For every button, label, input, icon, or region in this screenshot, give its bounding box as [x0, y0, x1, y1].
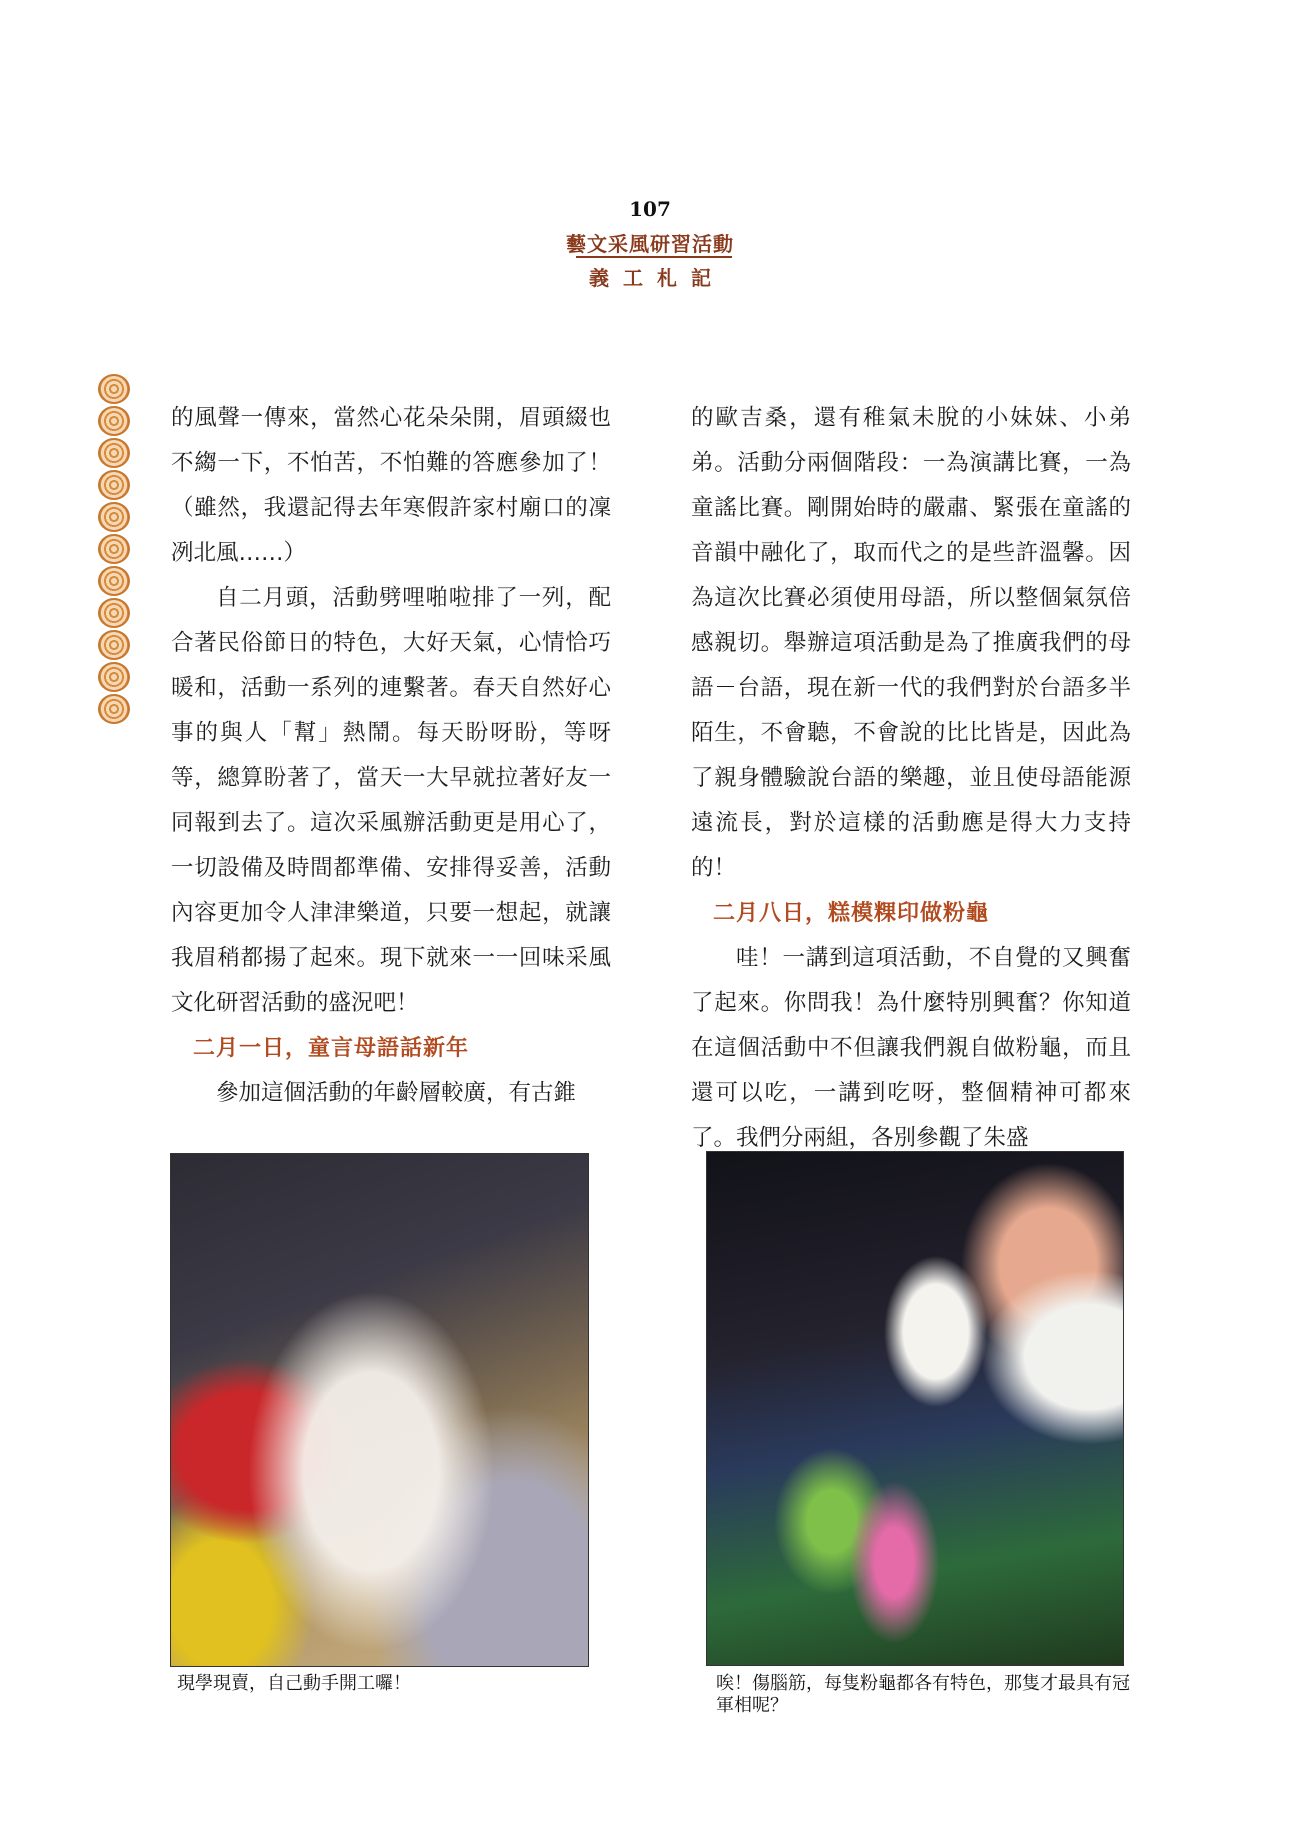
ornament-medallion-icon — [98, 630, 130, 660]
photo-judging-turtle-cakes — [707, 1152, 1123, 1665]
page-number: 107 — [629, 197, 671, 221]
ornament-medallion-icon — [98, 438, 130, 468]
right-text-column — [691, 396, 1131, 1161]
body-paragraph: 的風聲一傳來，當然心花朵朵開，眉頭綴也不縐一下，不怕苦，不怕難的答應參加了！（雖然，我還記得去年寒假許家村廟口的凜冽北風……） — [171, 405, 611, 566]
section-title: 藝文采風研習活動 — [566, 232, 734, 256]
ornament-medallion-icon — [98, 598, 130, 628]
ornament-medallion-icon — [98, 566, 130, 596]
ornament-medallion-icon — [98, 694, 130, 724]
photo-caption: 唉！傷腦筋，每隻粉龜都各有特色，那隻才最具有冠軍相呢？ — [716, 1673, 1130, 1716]
photo-caption: 現學現賣，自己動手開工囉！ — [177, 1673, 411, 1694]
header-divider — [576, 256, 732, 258]
body-paragraph: 自二月頭，活動劈哩啪啦排了一列，配合著民俗節日的特色，大好天氣，心情恰巧暖和，活動一系列的連繫著。春天自然好心事的與人「幫」熱鬧。每天盼呀盼，等呀等，總算盼著了，當天一大早就拉著好友一同報到去了。這次采風辦活動更是用心了，一切設備及時間都準備、安排得妥善，活動內容更加令人津津樂道，只要一想起，就讓我眉稍都揚了起來。現下就來一一回味采風文化研習活動的盛況吧！ — [171, 585, 611, 1016]
ornament-medallion-icon — [98, 470, 130, 500]
ornament-medallion-icon — [98, 534, 130, 564]
decorative-border-strip — [98, 374, 132, 724]
ornament-medallion-icon — [98, 662, 130, 692]
left-text-column — [171, 396, 611, 1116]
section-heading: 二月八日，糕模粿印做粉龜 — [713, 901, 990, 926]
photo-children-making-dough — [171, 1154, 588, 1666]
section-subtitle: 義工札記 — [589, 266, 725, 290]
ornament-medallion-icon — [98, 406, 130, 436]
body-paragraph: 哇！一講到這項活動，不自覺的又興奮了起來。你問我！為什麼特別興奮？你知道在這個活動中不但讓我們親自做粉龜，而且還可以吃，一講到吃呀，整個精神可都來了。我們分兩組，各別參觀了朱盛 — [691, 945, 1131, 1151]
ornament-medallion-icon — [98, 374, 130, 404]
body-paragraph: 的歐吉桑，還有稚氣未脫的小妹妹、小弟弟。活動分兩個階段：一為演講比賽，一為童謠比賽。剛開始時的嚴肅、緊張在童謠的音韻中融化了，取而代之的是些許溫馨。因為這次比賽必須使用母語，所以整個氣氛倍感親切。舉辦這項活動是為了推廣我們的母語－台語，現在新一代的我們對於台語多半陌生，不會聽，不會說的比比皆是，因此為了親身體驗說台語的樂趣，並且使母語能源遠流長，對於這樣的活動應是得大力支持的！ — [691, 405, 1131, 881]
section-heading: 二月一日，童言母語話新年 — [193, 1036, 470, 1061]
body-paragraph: 參加這個活動的年齡層較廣，有古錐 — [216, 1080, 577, 1106]
ornament-medallion-icon — [98, 502, 130, 532]
